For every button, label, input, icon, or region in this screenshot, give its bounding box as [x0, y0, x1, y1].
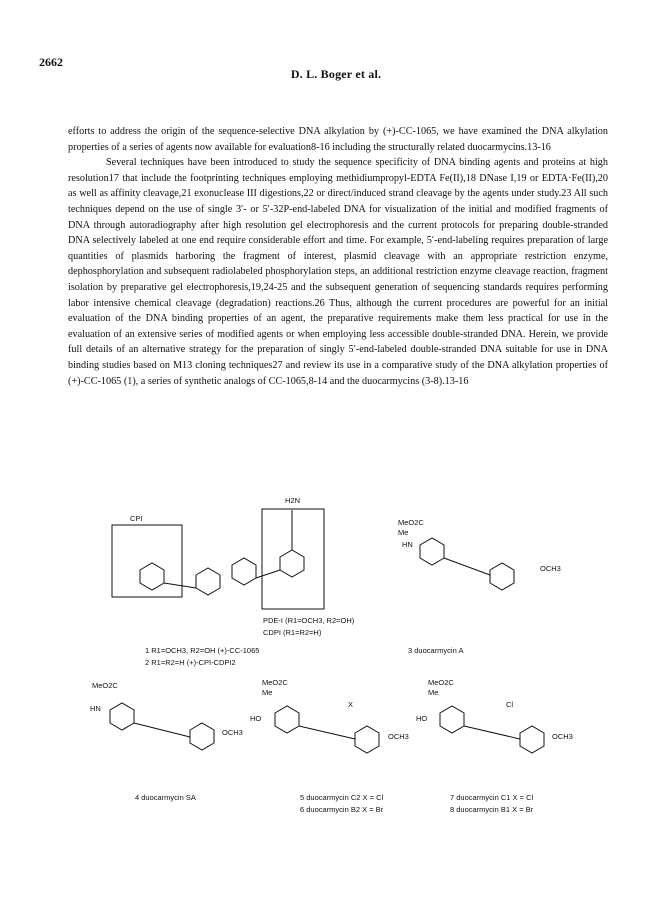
atom-label: OCH3 [552, 732, 573, 741]
atom-label: OCH3 [222, 728, 243, 737]
pde-label: PDE-I (R1=OCH3, R2=OH) [263, 616, 355, 625]
compound-4-caption: 4 duocarmycin SA [135, 793, 196, 802]
atom-label: HN [402, 540, 413, 549]
cpi-label: CPI [130, 514, 143, 523]
atom-label: HN [90, 704, 101, 713]
cpi-ring [140, 563, 164, 590]
compound-2-caption: 2 R1=R2=H (+)-CPI-CDPI2 [145, 658, 236, 667]
ring [490, 563, 514, 590]
atom-label: Me [398, 528, 409, 537]
atom-label: HO [250, 714, 262, 723]
page-number: 2662 [39, 55, 63, 69]
atom-label: MeO2C [92, 681, 118, 690]
ring [420, 538, 444, 565]
cdpi-label: CDPI (R1=R2=H) [263, 628, 322, 637]
ring [275, 706, 299, 733]
ring [190, 723, 214, 750]
compound-6-caption: 6 duocarmycin B2 X = Br [300, 805, 384, 814]
ring [355, 726, 379, 753]
compound-8-caption: 8 duocarmycin B1 X = Br [450, 805, 534, 814]
body-text [68, 124, 608, 389]
compound-7-caption: 7 duocarmycin C1 X = Cl [450, 793, 534, 802]
ring [440, 706, 464, 733]
ring [520, 726, 544, 753]
atom-label: MeO2C [398, 518, 424, 527]
paragraph: Several techniques have been introduced to study the sequence specificity of DNA binding agents and proteins at high resolution17 that include the footprinting techniques employing methidiumpropyl-EDTA Fe(II),18 DNase I,19 or EDTA·Fe(II),20 as well as affinity cleavage,21 exonuclease III digestions,22 or direct/induced strand cleavage by the agents under study.23 All such techniques depend on the use of single 3′- or 5′-32P-end-labeled DNA for visualization of the initial and modified fragments of DNA through autoradiography after high resolution gel electrophoresis and the current protocols for preparing double-stranded DNA selectively labeled at one end require considerable effort and time. For example, 5′-end-labeling requires preparation of large quantities of plasmids harboring the fragment of interest, plasmid cleavage with an appropriate restriction enzyme, dephosphorylation and subsequent radiolabeled phosphorylation steps, an additional restriction enzyme cleavage reaction, fragment isolation by preparative gel electrophoresis,19,24-25 and the subsequent generation of sequencing standards requires performing labor intensive chemical cleavage (degradation) reactions.26 Thus, although the current procedures are powerful for an initial evaluation of the DNA binding properties of an agent, the preparative requirements make them less practical for use in the evaluation of an extensive series of modified agents or when employing less accessible double-stranded DNA. Herein, we provide full details of an alternative strategy for the preparation of singly 5′-end-labeled double-stranded DNA suitable for use in DNA binding studies based on M13 cloning techniques27 and review its use in a comparative study of the DNA alkylation properties of (+)-CC-1065 (1), a series of synthetic analogs of CC-1065,8-14 and the duocarmycins (3-8).13-16 [68, 157, 608, 387]
atom-label: HO [416, 714, 428, 723]
atom-label: MeO2C [262, 678, 288, 687]
atom-label: X [348, 700, 354, 709]
atom-label: Me [428, 688, 439, 697]
chemical-structures-figure [0, 475, 672, 815]
atom-label: MeO2C [428, 678, 454, 687]
ring [232, 558, 256, 585]
atom-label: Cl [506, 700, 514, 709]
atom-label: OCH3 [388, 732, 409, 741]
compound-5-caption: 5 duocarmycin C2 X = Cl [300, 793, 384, 802]
cpi-bracket [112, 525, 182, 597]
atom-label: OCH3 [540, 564, 561, 573]
atom-label: Me [262, 688, 273, 697]
compound-1-caption: 1 R1=OCH3, R2=OH (+)-CC-1065 [145, 646, 260, 655]
pde-bracket [262, 509, 324, 609]
compound-3-caption: 3 duocarmycin A [408, 646, 464, 655]
running-head: D. L. Boger et al. [290, 67, 382, 81]
pde-ring [280, 550, 304, 577]
ring [110, 703, 134, 730]
paragraph: efforts to address the origin of the sequence-selective DNA alkylation by (+)-CC-1065, we have examined the DNA alkylation properties of a series of agents now available for evaluation8-16 including the structurally related duocarmycins.13-16 [68, 126, 608, 153]
atom-label: H2N [285, 496, 301, 505]
ring [196, 568, 220, 595]
